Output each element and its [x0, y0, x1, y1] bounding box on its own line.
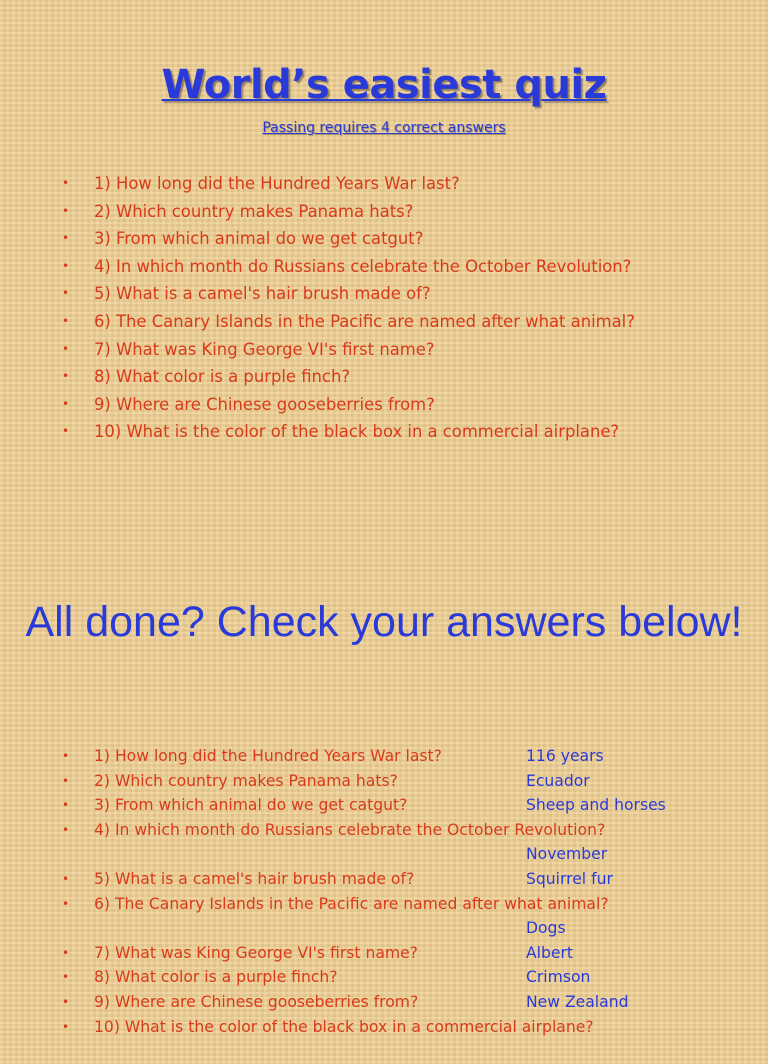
answer-text: Albert: [526, 943, 574, 962]
bullet-icon: •: [62, 369, 70, 384]
quiz-subtitle: Passing requires 4 correct answers: [262, 120, 506, 136]
question-item: [62, 253, 635, 281]
question-item: [62, 336, 635, 364]
question-text: 1) How long did the Hundred Years War last?: [94, 174, 460, 193]
answer-item: [62, 941, 609, 966]
quiz-title: World’s easiest quiz: [161, 62, 607, 108]
question-text: 8) What color is a purple finch?: [94, 367, 351, 387]
bullet-icon: •: [62, 424, 70, 439]
answer-question-text: 6) The Canary Islands in the Pacific are named after what animal?: [94, 894, 609, 913]
question-text: 3) From which animal do we get catgut?: [94, 229, 424, 249]
question-text: 6) The Canary Islands in the Pacific are named after what animal?: [94, 311, 635, 331]
answer-item: [62, 965, 609, 990]
answer-question-text: 4) In which month do Russians celebrate the October Revolution?: [94, 820, 606, 839]
answer-text: Sheep and horses: [526, 796, 666, 815]
answer-text: [62, 1039, 609, 1064]
question-item: [62, 363, 635, 391]
answer-item: [62, 990, 629, 1015]
answer-question-text: 8) What color is a purple finch?: [94, 968, 338, 987]
question-item: [62, 280, 635, 308]
question-item: [62, 308, 635, 336]
answer-text: 116 years: [526, 747, 604, 765]
bullet-icon: •: [62, 203, 70, 218]
answer-question-text: 7) What was King George VI's first name?: [94, 943, 418, 962]
question-item: [62, 170, 635, 198]
answer-text: Dogs: [526, 919, 566, 938]
answer-item: [62, 1015, 609, 1064]
answer-text: November: [526, 845, 608, 864]
question-text: 4) In which month do Russians celebrate the October Revolution?: [94, 256, 632, 276]
bullet-icon: •: [62, 176, 70, 190]
question-item: [62, 391, 635, 419]
answer-question-text: 2) Which country makes Panama hats?: [94, 771, 398, 790]
answer-text: Crimson: [526, 968, 591, 987]
bullet-icon: •: [62, 896, 70, 911]
answer-item: [62, 818, 609, 867]
bullet-icon: •: [62, 871, 70, 886]
answer-item: [62, 793, 666, 818]
answer-item: [62, 867, 613, 892]
bullet-icon: •: [62, 970, 70, 985]
bullet-icon: •: [62, 341, 70, 356]
answer-item: [62, 744, 609, 769]
question-text: 10) What is the color of the black box in a commercial airplane?: [94, 422, 620, 442]
bullet-icon: •: [62, 396, 70, 411]
answer-question-text: 9) Where are Chinese gooseberries from?: [94, 992, 419, 1011]
answer-item: [62, 769, 609, 794]
question-item: [62, 198, 635, 226]
bullet-icon: •: [62, 749, 70, 763]
bullet-icon: •: [62, 258, 70, 273]
question-text: 7) What was King George VI's first name?: [94, 339, 435, 359]
answer-list: [62, 744, 666, 1064]
answer-question-text: 1) How long did the Hundred Years War last?: [94, 747, 442, 765]
question-list: [62, 170, 635, 446]
answer-question-text: 10) What is the color of the black box in a commercial airplane?: [94, 1017, 594, 1036]
answer-text: Squirrel fur: [526, 869, 613, 888]
bullet-icon: •: [62, 231, 70, 246]
question-text: 5) What is a camel's hair brush made of?: [94, 284, 431, 304]
bullet-icon: •: [62, 1019, 70, 1034]
bullet-icon: •: [62, 994, 70, 1009]
question-item: [62, 418, 635, 446]
bullet-icon: •: [62, 773, 70, 788]
bullet-icon: •: [62, 822, 70, 837]
bullet-icon: •: [62, 798, 70, 813]
answer-item: [62, 892, 609, 941]
bullet-icon: •: [62, 945, 70, 960]
question-text: 2) Which country makes Panama hats?: [94, 201, 414, 221]
question-item: [62, 225, 635, 253]
bullet-icon: •: [62, 313, 70, 328]
answer-text: Ecuador: [526, 771, 590, 790]
answer-text: New Zealand: [526, 992, 629, 1011]
answer-question-text: 3) From which animal do we get catgut?: [94, 796, 408, 815]
answers-heading: All done? Check your answers below!: [25, 598, 743, 646]
answer-question-text: 5) What is a camel's hair brush made of?: [94, 869, 415, 888]
question-text: 9) Where are Chinese gooseberries from?: [94, 394, 435, 414]
bullet-icon: •: [62, 286, 70, 301]
